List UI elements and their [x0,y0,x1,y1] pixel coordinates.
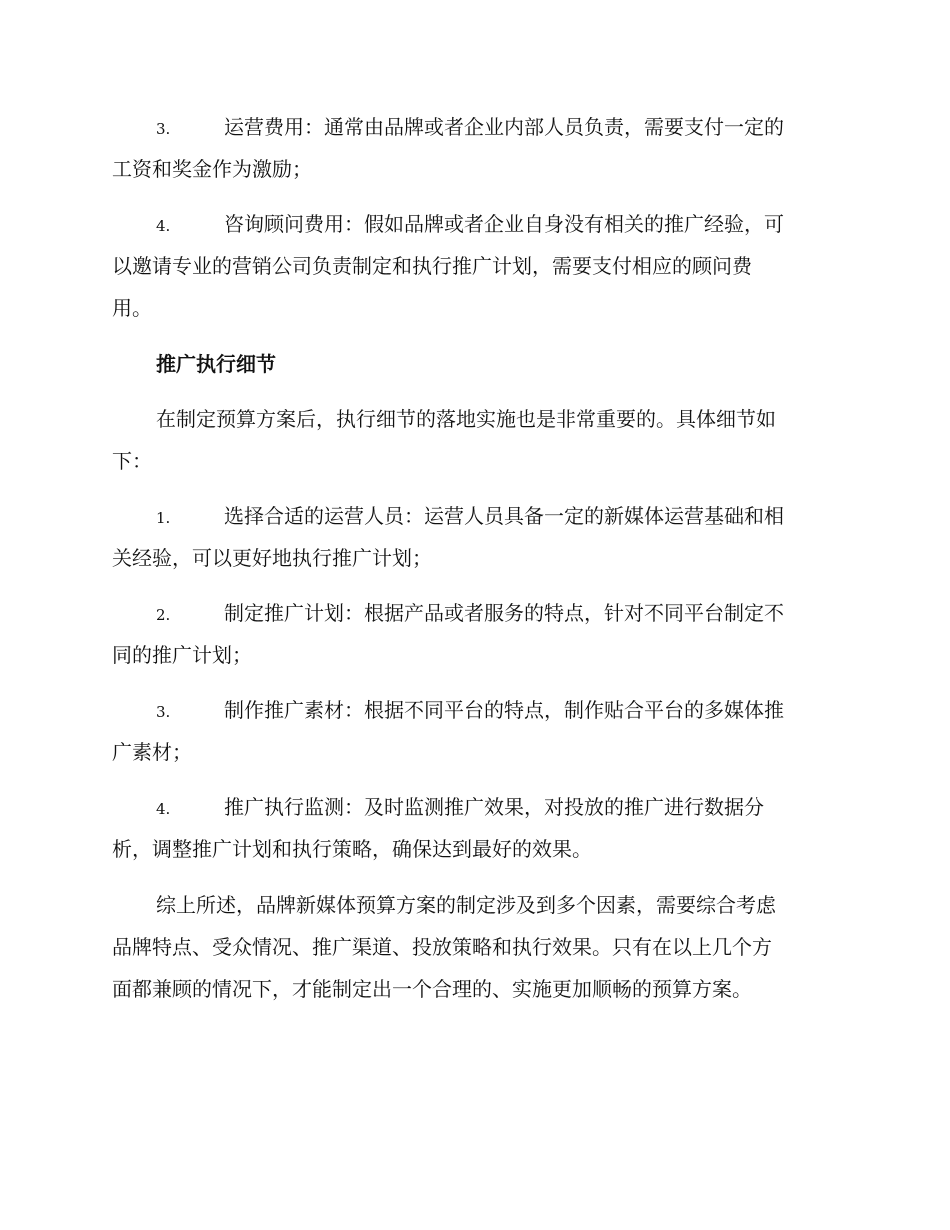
paragraph-line: 综上所述，品牌新媒体预算方案的制定涉及到多个因素，需要综合考虑 [156,893,776,917]
paragraph-line: 同的推广计划； [112,643,252,667]
section-heading-block [112,343,838,385]
paragraph-line: 广素材； [112,740,192,764]
paragraph-line: 制定推广计划：根据产品或者服务的特点，针对不同平台制定不 [224,601,784,625]
list-item-operating-costs [112,106,838,190]
list-number: 3. [156,120,171,138]
paragraph-line: 推广执行监测：及时监测推广效果，对投放的推广进行数据分 [224,795,764,819]
paragraph-line: 在制定预算方案后，执行细节的落地实施也是非常重要的。具体细节如 [156,407,776,431]
paragraph-line: 面都兼顾的情况下，才能制定出一个合理的、实施更加顺畅的预算方案。 [112,977,752,1001]
list-item-3 [112,689,838,773]
paragraph-line: 工资和奖金作为激励； [112,157,312,181]
conclusion-paragraph [112,884,838,1010]
paragraph-line: 以邀请专业的营销公司负责制定和执行推广计划，需要支付相应的顾问费 [112,254,752,278]
paragraph-line: 析，调整推广计划和执行策略，确保达到最好的效果。 [112,837,592,861]
list-item-4 [112,786,838,870]
list-number: 4. [156,217,171,235]
list-number: 1. [156,509,171,527]
intro-paragraph [112,398,838,482]
list-number: 3. [156,703,171,721]
list-item-2 [112,592,838,676]
list-number: 2. [156,606,171,624]
paragraph-line: 运营费用：通常由品牌或者企业内部人员负责，需要支付一定的 [224,115,784,139]
paragraph-line: 关经验，可以更好地执行推广计划； [112,546,432,570]
section-heading: 推广执行细节 [156,352,276,376]
paragraph-line: 选择合适的运营人员：运营人员具备一定的新媒体运营基础和相 [224,504,784,528]
paragraph-line: 品牌特点、受众情况、推广渠道、投放策略和执行效果。只有在以上几个方 [112,935,772,959]
list-item-consulting-costs [112,203,838,329]
paragraph-line: 用。 [112,296,152,320]
list-item-1 [112,495,838,579]
paragraph-line: 咨询顾问费用：假如品牌或者企业自身没有相关的推广经验，可 [224,212,784,236]
list-number: 4. [156,800,171,818]
paragraph-line: 制作推广素材：根据不同平台的特点，制作贴合平台的多媒体推 [224,698,784,722]
paragraph-line: 下： [112,449,152,473]
